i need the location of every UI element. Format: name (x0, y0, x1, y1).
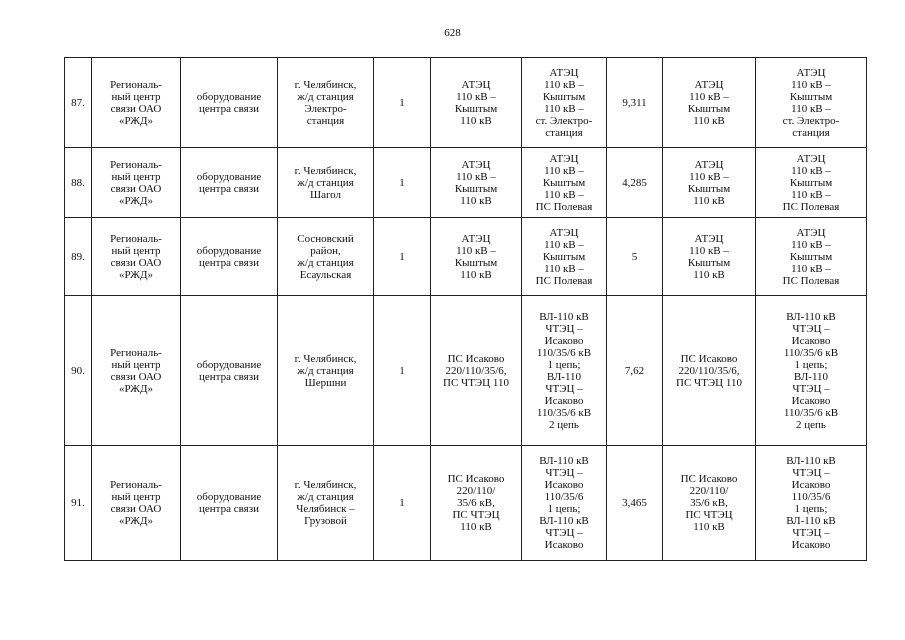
cell-line: 2 цепь (549, 418, 579, 431)
cell-line: Кыштым (542, 250, 586, 263)
power-source-1-cell (431, 446, 522, 561)
cell-line: 110 кВ (693, 521, 725, 533)
cell-line: ЧТЭЦ – (545, 382, 583, 395)
cell-line: Грузовой (304, 515, 347, 527)
cell-line: 110 кВ – (791, 78, 831, 91)
cell-line: центра связи (199, 182, 259, 195)
power-line-1-cell (522, 296, 607, 446)
cell-line: ПС ЧТЭЦ (452, 509, 500, 521)
cell-line: Кыштым (454, 256, 498, 269)
quantity-cell: 1 (374, 296, 431, 446)
cell-line: ный центр (111, 90, 161, 103)
cell-line: центра связи (199, 370, 259, 383)
line-length-cell: 4,285 (607, 148, 663, 218)
cell-line: АТЭЦ (549, 66, 579, 79)
cell-line: оборудование (196, 358, 262, 371)
cell-line: ПС Исаково (447, 352, 505, 365)
cell-line: Кыштым (789, 176, 833, 189)
cell-line: связи ОАО (110, 370, 162, 383)
cell-line: центра связи (199, 102, 259, 115)
cell-line: ПС Исаково (447, 473, 505, 485)
cell-line: Исаково (544, 539, 584, 551)
cell-line: Кыштым (687, 182, 731, 195)
cell-line: 110 кВ (460, 521, 492, 533)
cell-line: «РЖД» (118, 382, 154, 395)
cell-line: ВЛ-110 (793, 370, 829, 383)
cell-line: Региональ- (110, 479, 162, 491)
equipment-type-cell (181, 446, 278, 561)
table-body (65, 58, 867, 561)
cell-line: район, (310, 244, 341, 257)
cell-line: «РЖД» (118, 515, 154, 527)
table-row (65, 148, 867, 218)
cell-line: 110 кВ – (689, 244, 729, 257)
cell-line: АТЭЦ (796, 226, 826, 239)
cell-line: ВЛ-110 кВ (539, 455, 589, 467)
power-line-2-cell (756, 446, 867, 561)
power-line-2-cell (756, 58, 867, 148)
cell-line: станция (306, 114, 345, 127)
cell-line: центра связи (199, 256, 259, 269)
cell-line: Сосновский (297, 232, 354, 245)
cell-line: «РЖД» (118, 114, 154, 127)
power-source-1-cell (431, 218, 522, 296)
quantity-cell: 1 (374, 218, 431, 296)
cell-line: оборудование (196, 90, 262, 103)
cell-line: 110 кВ – (544, 102, 584, 115)
cell-line: 110 кВ – (544, 78, 584, 91)
row-number-cell: 88. (65, 148, 92, 218)
cell-line: ВЛ-110 кВ (539, 310, 589, 323)
cell-line: ж/д станция (297, 90, 354, 103)
cell-line: Есаульская (299, 268, 352, 281)
power-line-2-cell (756, 296, 867, 446)
cell-line: Кыштым (454, 102, 498, 115)
cell-line: Исаково (544, 334, 584, 347)
cell-line: оборудование (196, 244, 262, 257)
location-cell (278, 148, 374, 218)
quantity-cell: 1 (374, 148, 431, 218)
cell-line: 110 кВ (460, 268, 492, 281)
organization-cell (92, 446, 181, 561)
cell-line: АТЭЦ (549, 226, 579, 239)
cell-line: ный центр (111, 170, 161, 183)
cell-line: ж/д станция (297, 256, 354, 269)
cell-line: ПС Исаково (680, 352, 738, 365)
page-number: 628 (444, 27, 461, 39)
cell-line: связи ОАО (110, 256, 162, 269)
cell-line: 220/110/35/6, (445, 364, 507, 377)
cell-line: 110 кВ – (544, 188, 584, 201)
power-line-1-cell (522, 218, 607, 296)
cell-line: АТЭЦ (694, 78, 724, 91)
power-source-2-cell (663, 296, 756, 446)
cell-line: 110 кВ – (791, 262, 831, 275)
row-number-cell: 87. (65, 58, 92, 148)
organization-cell (92, 296, 181, 446)
cell-line: ст. Электро- (782, 114, 840, 127)
equipment-type-cell (181, 218, 278, 296)
cell-line: ж/д станция (297, 364, 354, 377)
cell-line: 110 кВ – (456, 90, 496, 103)
table-row (65, 58, 867, 148)
cell-line: связи ОАО (110, 182, 162, 195)
cell-line: станция (545, 126, 583, 139)
cell-line: 110 кВ (460, 114, 492, 127)
equipment-type-cell (181, 296, 278, 446)
cell-line: 220/110/ (456, 485, 496, 497)
cell-line: 110/35/6 кВ (783, 406, 839, 419)
cell-line: ПС ЧТЭЦ 110 (443, 376, 509, 389)
cell-line: Челябинск – (296, 503, 355, 515)
cell-line: ПС ЧТЭЦ (685, 509, 733, 521)
cell-line: центра связи (199, 503, 259, 515)
power-source-1-cell (431, 58, 522, 148)
cell-line: связи ОАО (110, 102, 162, 115)
cell-line: ПС Полевая (782, 274, 840, 287)
cell-line: 110/35/6 кВ (783, 346, 839, 359)
quantity-cell: 1 (374, 446, 431, 561)
cell-line: АТЭЦ (461, 232, 491, 245)
line-length-cell: 3,465 (607, 446, 663, 561)
cell-line: ЧТЭЦ – (545, 527, 583, 539)
cell-line: 110 кВ (693, 268, 725, 281)
cell-line: Исаково (544, 479, 584, 491)
cell-line: Региональ- (110, 346, 162, 359)
organization-cell (92, 58, 181, 148)
cell-line: Исаково (791, 334, 831, 347)
cell-line: Кыштым (789, 90, 833, 103)
cell-line: 1 цепь; (547, 358, 581, 371)
table-row (65, 296, 867, 446)
cell-line: 35/6 кВ, (690, 497, 728, 509)
line-length-cell: 9,311 (607, 58, 663, 148)
cell-line: 110 кВ – (791, 164, 831, 177)
cell-line: 220/110/ (689, 485, 729, 497)
cell-line: ж/д станция (297, 176, 354, 189)
cell-line: АТЭЦ (694, 232, 724, 245)
cell-line: ЧТЭЦ – (792, 527, 830, 539)
cell-line: «РЖД» (118, 194, 154, 207)
cell-line: г. Челябинск, (294, 78, 357, 91)
table-row (65, 446, 867, 561)
facilities-table (64, 57, 867, 561)
quantity-cell: 1 (374, 58, 431, 148)
cell-line: Шагол (309, 188, 342, 201)
cell-line: 110/35/6 (791, 491, 831, 503)
power-line-2-cell (756, 218, 867, 296)
cell-line: оборудование (196, 491, 262, 503)
cell-line: г. Челябинск, (294, 479, 357, 491)
cell-line: 110 кВ – (544, 262, 584, 275)
cell-line: ВЛ-110 кВ (786, 310, 836, 323)
cell-line: 220/110/35/6, (678, 364, 740, 377)
cell-line: ст. Электро- (535, 114, 593, 127)
cell-line: ПС Полевая (782, 200, 840, 213)
cell-line: г. Челябинск, (294, 164, 357, 177)
cell-line: 110 кВ – (689, 170, 729, 183)
cell-line: 110/35/6 кВ (536, 406, 592, 419)
cell-line: Региональ- (110, 78, 162, 91)
cell-line: 110 кВ – (791, 188, 831, 201)
cell-line: «РЖД» (118, 268, 154, 281)
cell-line: 110 кВ – (791, 102, 831, 115)
cell-line: 110 кВ – (456, 244, 496, 257)
cell-line: ЧТЭЦ – (792, 382, 830, 395)
power-line-1-cell (522, 446, 607, 561)
cell-line: ЧТЭЦ – (792, 322, 830, 335)
cell-line: Электро- (304, 102, 347, 115)
cell-line: Исаково (544, 394, 584, 407)
cell-line: 110/35/6 кВ (536, 346, 592, 359)
cell-line: АТЭЦ (796, 66, 826, 79)
cell-line: Исаково (791, 394, 831, 407)
location-cell (278, 446, 374, 561)
row-number-cell: 91. (65, 446, 92, 561)
row-number-cell: 89. (65, 218, 92, 296)
cell-line: ЧТЭЦ – (792, 467, 830, 479)
location-cell (278, 296, 374, 446)
power-line-2-cell (756, 148, 867, 218)
cell-line: г. Челябинск, (294, 352, 357, 365)
cell-line: ПС ЧТЭЦ 110 (676, 376, 742, 389)
equipment-type-cell (181, 58, 278, 148)
cell-line: Кыштым (542, 176, 586, 189)
cell-line: ЧТЭЦ – (545, 467, 583, 479)
cell-line: 110 кВ – (689, 90, 729, 103)
cell-line: Кыштым (454, 182, 498, 195)
power-source-2-cell (663, 58, 756, 148)
power-source-2-cell (663, 446, 756, 561)
cell-line: Региональ- (110, 232, 162, 245)
cell-line: ный центр (111, 358, 161, 371)
cell-line: ный центр (111, 491, 161, 503)
power-source-2-cell (663, 148, 756, 218)
table-row (65, 218, 867, 296)
cell-line: 1 цепь; (794, 358, 828, 371)
cell-line: 110/35/6 (544, 491, 584, 503)
cell-line: 110 кВ – (544, 238, 584, 251)
cell-line: АТЭЦ (694, 158, 724, 171)
power-source-1-cell (431, 296, 522, 446)
power-line-1-cell (522, 148, 607, 218)
cell-line: АТЭЦ (796, 152, 826, 165)
cell-line: Региональ- (110, 158, 162, 171)
cell-line: 1 цепь; (794, 503, 828, 515)
cell-line: АТЭЦ (461, 78, 491, 91)
cell-line: ВЛ-110 кВ (786, 515, 836, 527)
cell-line: 110 кВ – (791, 238, 831, 251)
cell-line: Исаково (791, 479, 831, 491)
cell-line: Кыштым (687, 256, 731, 269)
cell-line: ный центр (111, 244, 161, 257)
cell-line: 2 цепь (796, 418, 826, 431)
organization-cell (92, 218, 181, 296)
cell-line: ВЛ-110 (546, 370, 582, 383)
cell-line: Кыштым (687, 102, 731, 115)
cell-line: ЧТЭЦ – (545, 322, 583, 335)
cell-line: АТЭЦ (461, 158, 491, 171)
cell-line: ПС Исаково (680, 473, 738, 485)
line-length-cell: 5 (607, 218, 663, 296)
cell-line: Исаково (791, 539, 831, 551)
equipment-type-cell (181, 148, 278, 218)
cell-line: оборудование (196, 170, 262, 183)
cell-line: 1 цепь; (547, 503, 581, 515)
line-length-cell: 7,62 (607, 296, 663, 446)
cell-line: ВЛ-110 кВ (539, 515, 589, 527)
cell-line: связи ОАО (110, 503, 162, 515)
cell-line: 110 кВ (460, 194, 492, 207)
power-source-2-cell (663, 218, 756, 296)
cell-line: ВЛ-110 кВ (786, 455, 836, 467)
cell-line: 35/6 кВ, (457, 497, 495, 509)
row-number-cell: 90. (65, 296, 92, 446)
location-cell (278, 218, 374, 296)
organization-cell (92, 148, 181, 218)
cell-line: 110 кВ – (544, 164, 584, 177)
cell-line: 110 кВ (693, 194, 725, 207)
cell-line: Шершни (304, 376, 347, 389)
cell-line: АТЭЦ (549, 152, 579, 165)
cell-line: Кыштым (789, 250, 833, 263)
cell-line: ПС Полевая (535, 200, 593, 213)
cell-line: ж/д станция (297, 491, 354, 503)
cell-line: 110 кВ – (456, 170, 496, 183)
power-line-1-cell (522, 58, 607, 148)
location-cell (278, 58, 374, 148)
cell-line: ПС Полевая (535, 274, 593, 287)
power-source-1-cell (431, 148, 522, 218)
cell-line: Кыштым (542, 90, 586, 103)
cell-line: 110 кВ (693, 114, 725, 127)
cell-line: станция (792, 126, 830, 139)
